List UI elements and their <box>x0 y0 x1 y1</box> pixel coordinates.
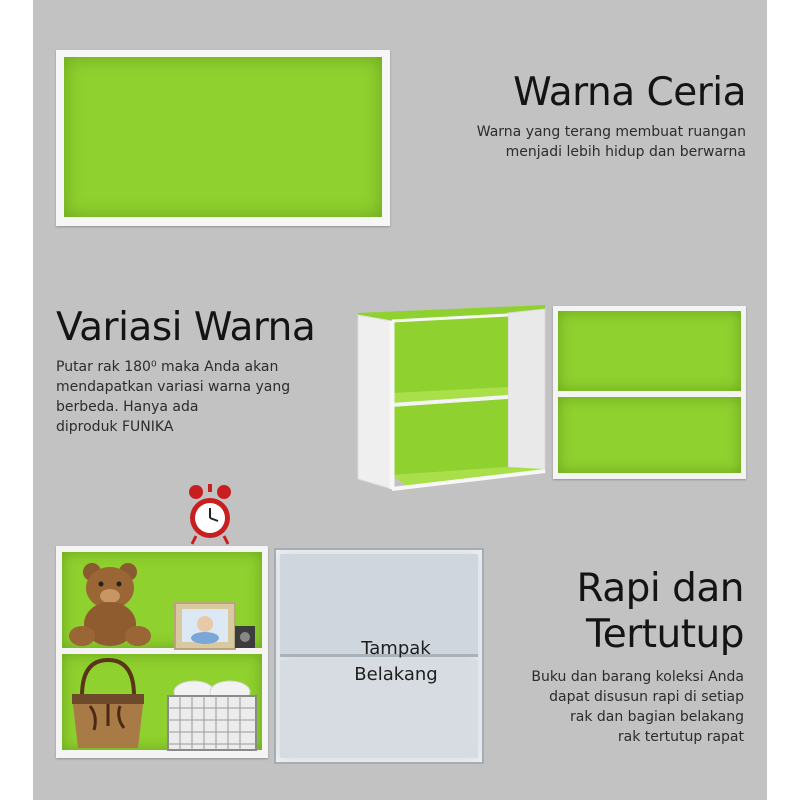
desc-line: Putar rak 180⁰ maka Anda akan <box>56 359 279 375</box>
back-view-panel <box>274 548 484 764</box>
desc-rapi-tertutup <box>480 667 744 747</box>
back-view-label-line: Belakang <box>354 664 438 685</box>
desc-line: diproduk FUNIKA <box>56 419 174 435</box>
heading-line: Rapi dan <box>576 566 744 611</box>
desc-line: rak dan bagian belakang <box>570 709 744 725</box>
camera-icon <box>234 622 256 650</box>
green-cube-shelf-image <box>56 50 390 226</box>
green-cube-interior <box>64 57 382 217</box>
shelf-lower-compartment <box>558 397 741 473</box>
desc-line: mendapatkan variasi warna yang <box>56 379 291 395</box>
teddy-bear-icon <box>64 560 156 652</box>
back-view-label <box>316 636 476 688</box>
desc-line: berbeda. Hanya ada <box>56 399 199 415</box>
angled-shelf-image <box>355 303 550 493</box>
desc-line: dapat disusun rapi di setiap <box>549 689 744 705</box>
alarm-clock-icon <box>186 482 234 548</box>
desc-line: rak tertutup rapat <box>617 729 744 745</box>
photo-frame-icon <box>174 602 236 650</box>
front-shelf-image <box>553 306 746 479</box>
desc-warna-ceria <box>400 122 746 162</box>
heading-warna-ceria: Warna Ceria <box>513 70 746 115</box>
desc-line: menjadi lebih hidup dan berwarna <box>505 144 746 160</box>
heading-line: Tertutup <box>586 612 744 657</box>
desc-line: Warna yang terang membuat ruangan <box>476 124 746 140</box>
shelf-upper-compartment <box>558 311 741 391</box>
desc-variasi-warna <box>56 357 356 437</box>
back-view-label-line: Tampak <box>361 638 431 659</box>
wire-basket-icon <box>164 678 260 752</box>
wicker-basket-icon <box>68 656 148 752</box>
heading-variasi-warna: Variasi Warna <box>56 305 316 350</box>
desc-line: Buku dan barang koleksi Anda <box>531 669 744 685</box>
heading-rapi-tertutup <box>500 566 744 658</box>
decorated-shelf-image <box>56 546 268 758</box>
